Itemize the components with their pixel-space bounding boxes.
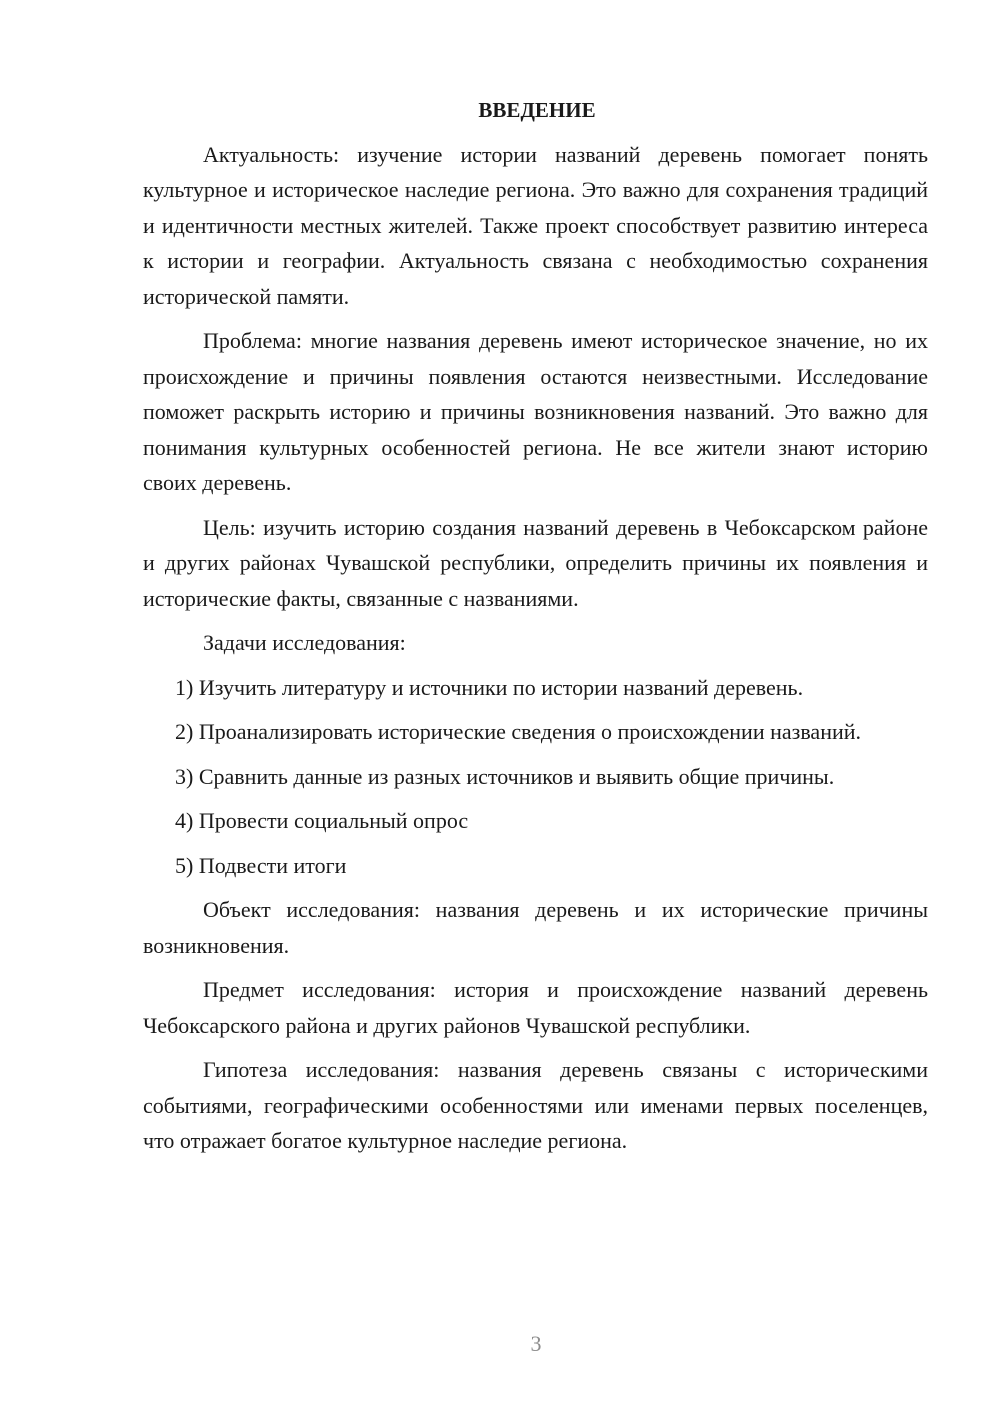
document-page [143,93,928,1168]
section-heading: ВВЕДЕНИЕ [478,98,596,122]
page-number: 3 [530,1331,542,1356]
task-item-3: 3) Сравнить данные из разных источников и выявить общие причины. [175,763,835,789]
problem-paragraph: Проблема: многие названия деревень имеют историческое значение, но их происхождение и причины появления остаются неизвестными. Исследование поможет раскрыть историю и причины возникновения названий. Это важно для понимания культурных особенностей региона. Не все жители знают историю своих деревень. [143,328,928,495]
goal-paragraph: Цель: изучить историю создания названий деревень в Чебоксарском районе и других районах Чувашской республики, определить причины их появления и исторические факты, связанные с названиями. [143,514,928,611]
relevance-paragraph: Актуальность: изучение истории названий деревень помогает понять культурное и историческое наследие региона. Это важно для сохранения традиций и идентичности местных жителей. Также проект способствует развитию интереса к истории и географии. Актуальность связана с необходимостью сохранения исторической памяти. [143,141,928,309]
tasks-intro: Задачи исследования: [203,630,406,655]
task-item-1: 1) Изучить литературу и источники по истории названий деревень. [175,674,804,700]
object-paragraph: Объект исследования: названия деревень и их исторические причины возникновения. [143,897,928,958]
subject-paragraph: Предмет исследования: история и происхождение названий деревень Чебоксарского района и других районов Чувашской республики. [143,977,928,1038]
hypothesis-paragraph: Гипотеза исследования: названия деревень связаны с историческими событиями, географическими особенностями или именами первых поселенцев, что отражает богатое культурное наследие региона. [143,1057,928,1153]
task-item-2: 2) Проанализировать исторические сведения о происхождении названий. [175,719,862,744]
task-item-5: 5) Подвести итоги [175,852,347,878]
task-item-4: 4) Провести социальный опрос [175,808,469,833]
